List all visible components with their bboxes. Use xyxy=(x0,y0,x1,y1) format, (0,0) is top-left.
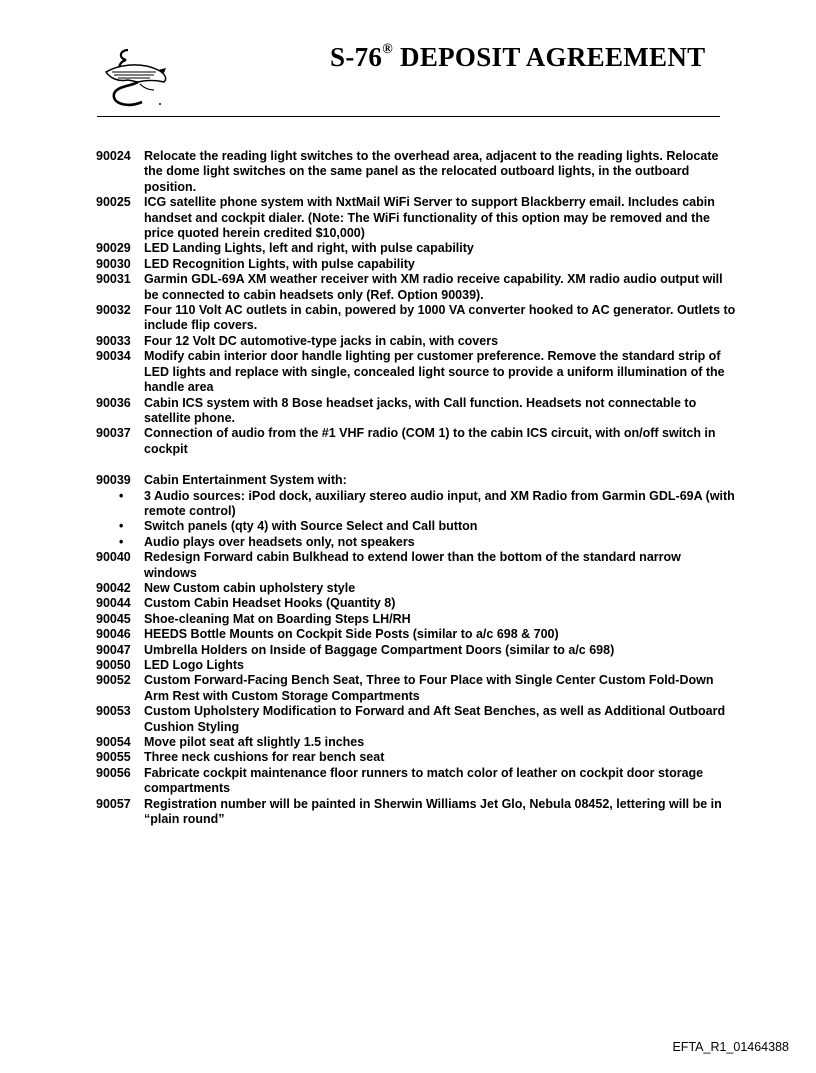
option-code: 90040 xyxy=(96,550,131,565)
option-text: Garmin GDL-69A XM weather receiver with XM radio receive capability. XM radio audio output will be connected to cabin headsets only (Ref. Option 90039). xyxy=(144,272,723,302)
option-item xyxy=(96,149,736,195)
option-item xyxy=(96,334,736,349)
option-item xyxy=(96,257,736,272)
bullet-icon: • xyxy=(119,519,124,534)
bullet-text: Switch panels (qty 4) with Source Select and Call button xyxy=(144,519,478,534)
option-item xyxy=(96,596,736,611)
option-code: 90046 xyxy=(96,627,131,642)
option-code: 90032 xyxy=(96,303,131,318)
option-text: Four 110 Volt AC outlets in cabin, powered by 1000 VA converter hooked to AC generator. Outlets to include flip covers. xyxy=(144,303,736,333)
option-code: 90050 xyxy=(96,658,131,672)
header-divider xyxy=(97,116,720,117)
option-item xyxy=(96,426,736,457)
option-text: Umbrella Holders on Inside of Baggage Compartment Doors (similar to a/c 698) xyxy=(144,642,615,657)
option-code: 90039 xyxy=(96,473,131,488)
option-item xyxy=(96,581,736,596)
bullet-text: Audio plays over headsets only, not speakers xyxy=(144,534,415,549)
option-code: 90031 xyxy=(96,272,131,287)
option-text: LED Landing Lights, left and right, with pulse capability xyxy=(144,241,474,256)
option-code: 90029 xyxy=(96,241,131,256)
option-text: Custom Upholstery Modification to Forward and Aft Seat Benches, as well as Additional Outboard Cushion Styling xyxy=(144,704,726,734)
option-item xyxy=(96,658,736,673)
option-code: 90024 xyxy=(96,149,131,163)
option-text: Move pilot seat aft slightly 1.5 inches xyxy=(144,735,365,750)
option-item xyxy=(96,643,736,658)
option-text: Fabricate cockpit maintenance floor runners to match color of leather on cockpit door storage compartments xyxy=(144,765,704,796)
option-item xyxy=(96,612,736,627)
option-code: 90045 xyxy=(96,611,131,626)
option-code: 90054 xyxy=(96,735,131,750)
option-item xyxy=(96,550,736,581)
option-item xyxy=(96,349,736,395)
option-item xyxy=(96,766,736,797)
option-item xyxy=(96,704,736,735)
option-item xyxy=(96,673,736,704)
option-text: Modify cabin interior door handle lighting per customer preference. Remove the standard strip of LED lights and replace with single, concealed light source to provide a uniform illumination of the handle area xyxy=(144,349,725,395)
option-text: New Custom cabin upholstery style xyxy=(144,580,356,595)
option-code: 90030 xyxy=(96,256,131,271)
sikorsky-eagle-logo-icon xyxy=(98,42,172,110)
option-text: LED Logo Lights xyxy=(144,658,244,672)
option-text: Cabin ICS system with 8 Bose headset jacks, with Call function. Headsets not connectable to satellite phone. xyxy=(144,395,697,425)
page-title: S-76® DEPOSIT AGREEMENT xyxy=(330,42,706,72)
option-item xyxy=(96,241,736,256)
bullet-icon: • xyxy=(119,534,124,549)
option-text: Registration number will be painted in Sherwin Williams Jet Glo, Nebula 08452, lettering will be in “plain round” xyxy=(144,796,722,827)
option-code: 90034 xyxy=(96,349,131,364)
option-text: Four 12 Volt DC automotive-type jacks in cabin, with covers xyxy=(144,333,499,348)
option-text: LED Recognition Lights, with pulse capability xyxy=(144,256,415,271)
option-text: Cabin Entertainment System with: xyxy=(144,473,347,488)
options-list xyxy=(96,149,736,827)
option-text: HEEDS Bottle Mounts on Cockpit Side Posts (similar to a/c 698 & 700) xyxy=(144,627,559,642)
option-item xyxy=(96,303,736,334)
option-text: Three neck cushions for rear bench seat xyxy=(144,750,385,765)
option-item xyxy=(96,396,736,427)
option-code: 90053 xyxy=(96,704,131,719)
option-item xyxy=(96,195,736,241)
option-item xyxy=(96,272,736,303)
option-text: Shoe-cleaning Mat on Boarding Steps LH/RH xyxy=(144,611,411,626)
option-code: 90057 xyxy=(96,796,131,811)
option-code: 90033 xyxy=(96,333,131,348)
option-code: 90044 xyxy=(96,596,131,611)
option-code: 90056 xyxy=(96,765,131,780)
option-text: Relocate the reading light switches to the overhead area, adjacent to the reading lights. Relocate the dome light switches on the same panel as the relocated outboard lights, in the outboard position. xyxy=(144,149,719,194)
option-code: 90052 xyxy=(96,673,131,688)
option-item xyxy=(96,797,736,828)
option-code: 90042 xyxy=(96,580,131,595)
option-code: 90036 xyxy=(96,395,131,410)
option-text: Connection of audio from the #1 VHF radio (COM 1) to the cabin ICS circuit, with on/off switch in cockpit xyxy=(144,426,716,456)
option-item xyxy=(96,750,736,765)
bullet-text: 3 Audio sources: iPod dock, auxiliary stereo audio input, and XM Radio from Garmin GDL-69A (with remote control) xyxy=(144,488,735,518)
option-text: ICG satellite phone system with NxtMail WiFi Server to support Blackberry email. Includes cabin handset and cockpit dialer. (Note: The WiFi functionality of this option may be removed and the price quoted herein credited $10,000) xyxy=(144,195,715,241)
option-code: 90055 xyxy=(96,750,131,765)
option-code: 90047 xyxy=(96,642,131,657)
option-text: Custom Cabin Headset Hooks (Quantity 8) xyxy=(144,596,396,611)
option-code: 90025 xyxy=(96,195,131,210)
option-item xyxy=(96,735,736,750)
option-code: 90037 xyxy=(96,426,131,441)
option-text: Redesign Forward cabin Bulkhead to extend lower than the bottom of the standard narrow windows xyxy=(144,550,681,580)
option-text: Custom Forward-Facing Bench Seat, Three to Four Place with Single Center Custom Fold-Down Arm Rest with Custom Storage Compartments xyxy=(144,673,714,703)
option-item xyxy=(96,627,736,642)
bullet-item xyxy=(96,519,736,534)
bullet-icon: • xyxy=(119,488,124,503)
document-id: EFTA_R1_01464388 xyxy=(672,1040,789,1054)
option-item xyxy=(96,473,736,488)
bullet-item xyxy=(96,535,736,550)
bullet-item xyxy=(96,489,736,520)
